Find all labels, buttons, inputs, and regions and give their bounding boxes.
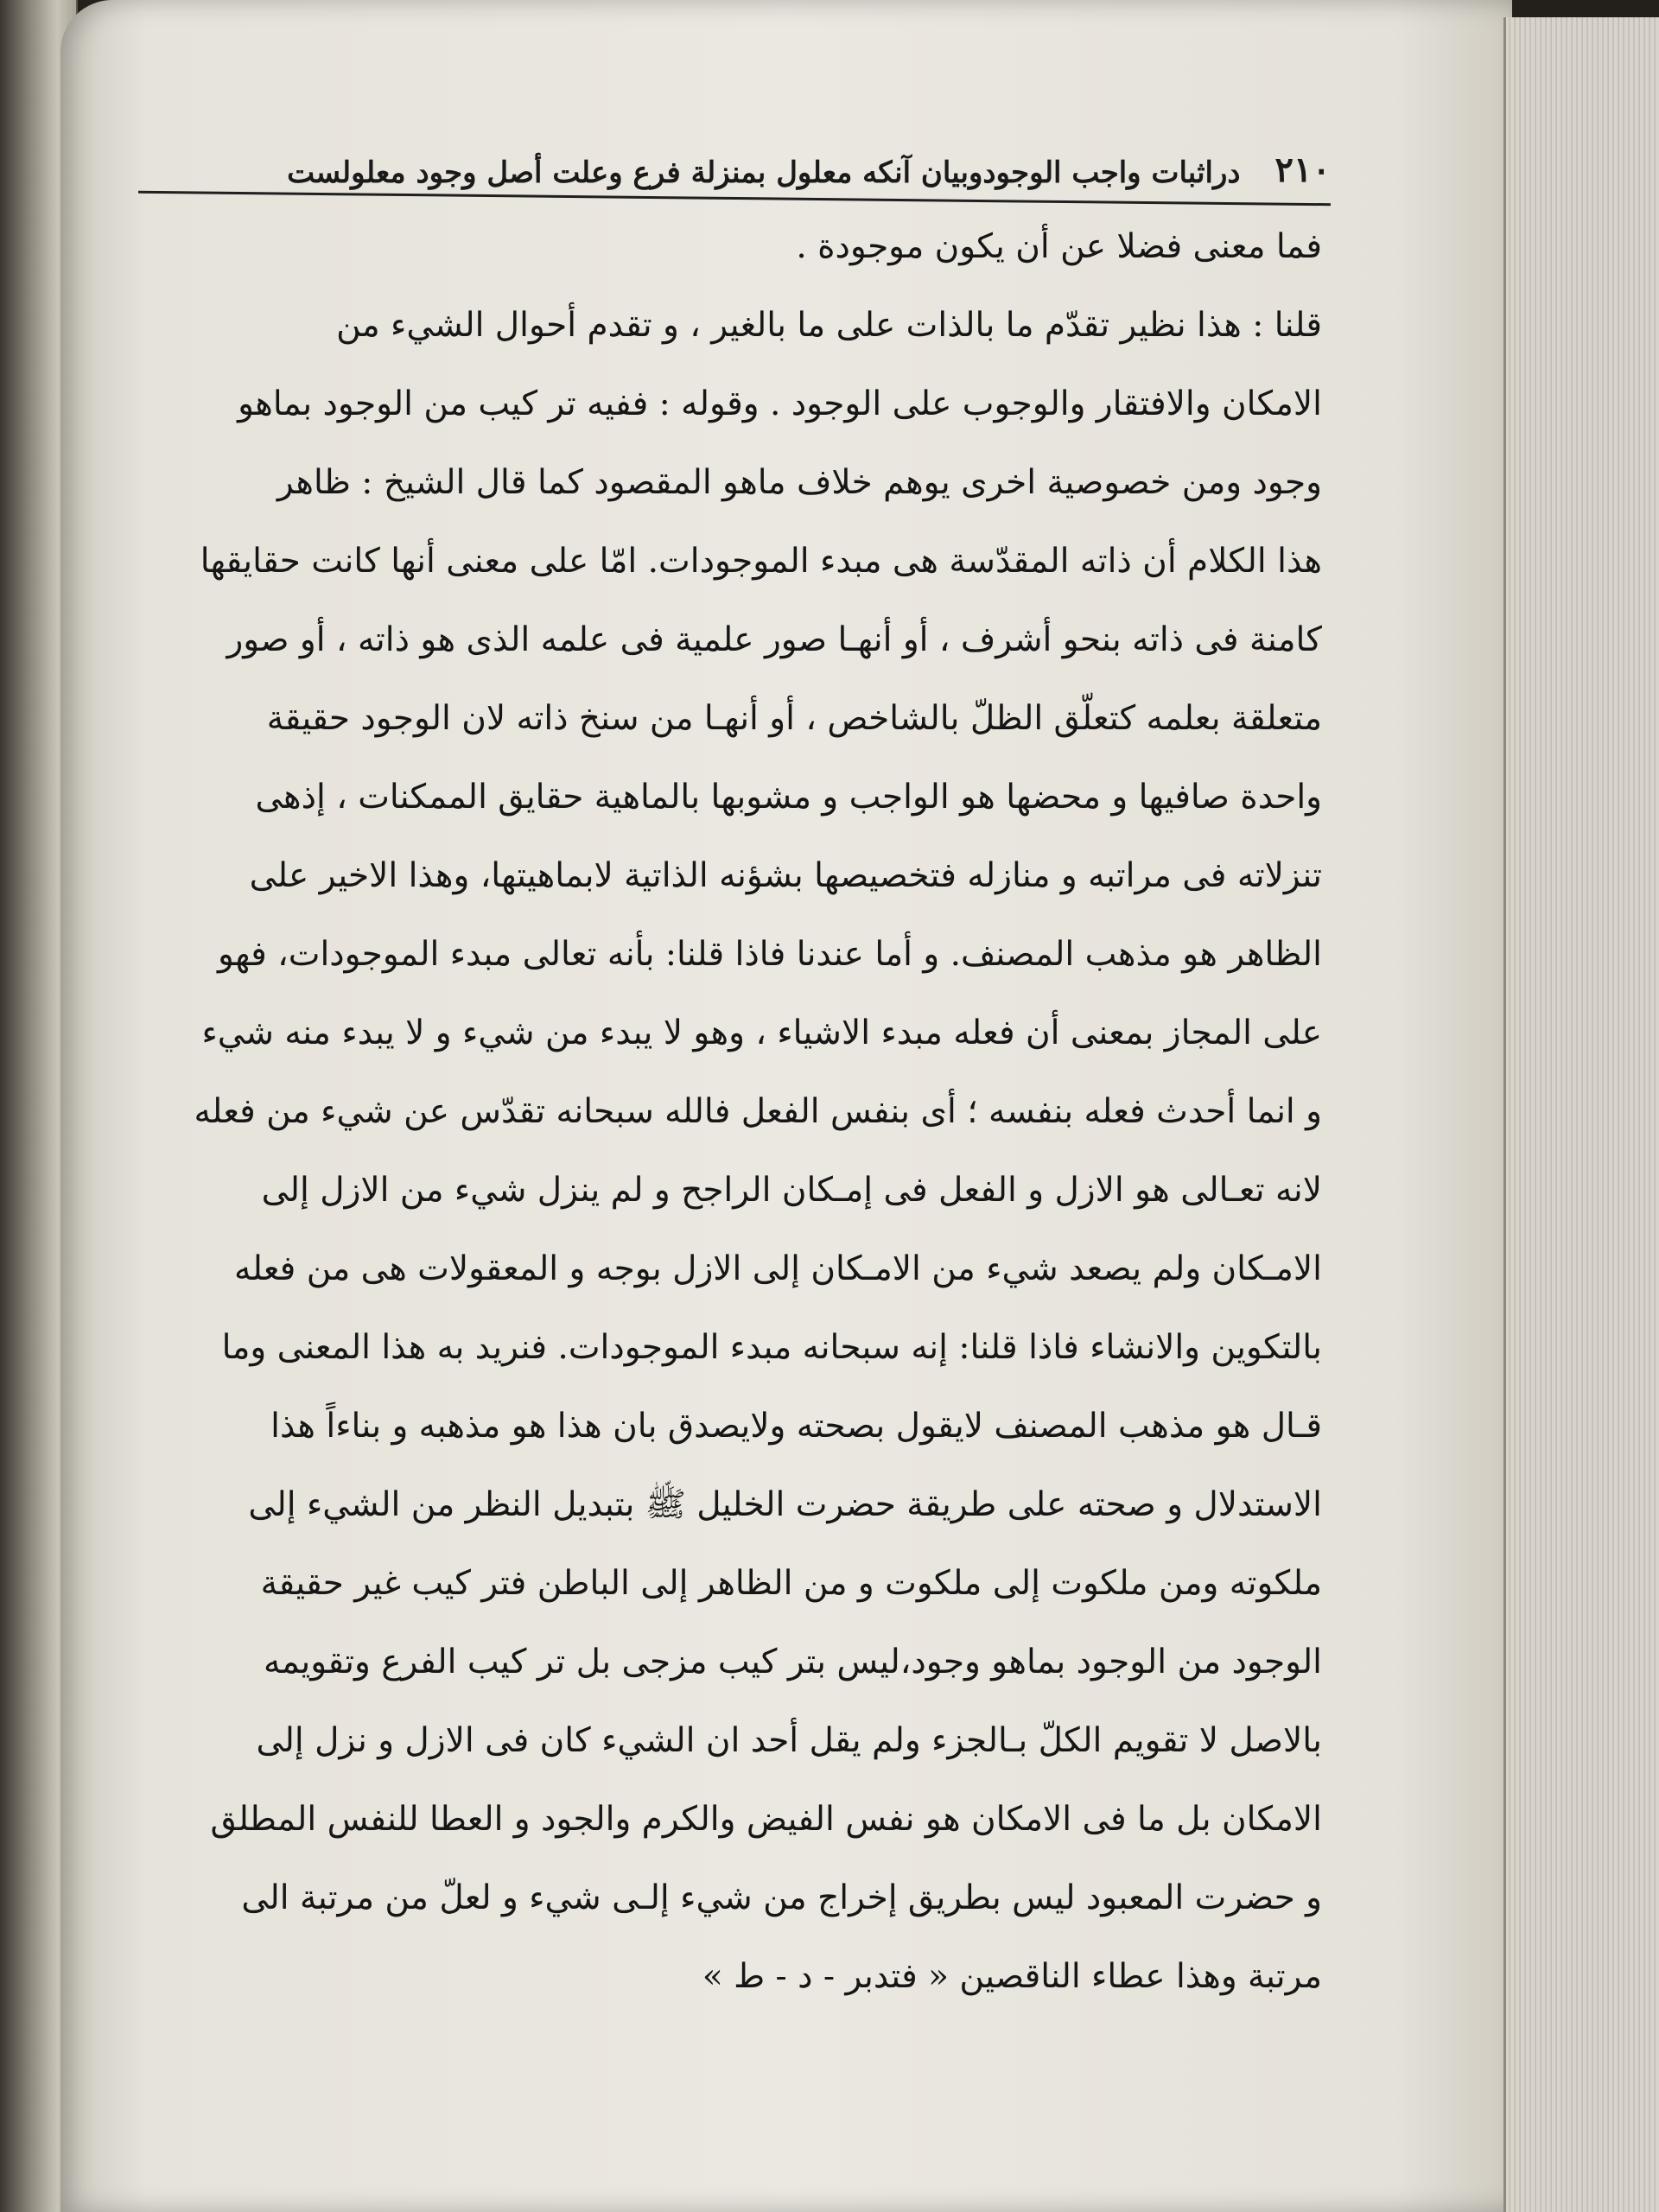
text-line: الوجود من الوجود بماهو وجود،ليس بتر كيب مزجى بل تر كيب الفرع وتقويمه xyxy=(263,1643,1322,1681)
text-line: فما معنى فضلا عن أن يكون موجودة . xyxy=(796,227,1322,266)
text-line: الامـكان ولم يصعد شيء من الامـكان إلى الازل بوجه و المعقولات هى من فعله xyxy=(234,1249,1322,1288)
text-line: وجود ومن خصوصية اخرى يوهم خلاف ماهو المقصود كما قال الشيخ : ظاهر xyxy=(276,463,1322,502)
text-line: بالتكوين والانشاء فاذا قلنا: إنه سبحانه مبدء الموجودات. فنريد به هذا المعنى وما xyxy=(221,1328,1322,1367)
text-line: واحدة صافيها و محضها هو الواجب و مشوبها بالماهية حقايق الممكنات ، إذهى xyxy=(255,778,1322,817)
text-line: تنزلاته فى مراتبه و منازله فتخصيصها بشؤنه الذاتية لابماهيتها، وهذا الاخير على xyxy=(249,856,1322,895)
text-line: قلنا : هذا نظير تقدّم ما بالذات على ما بالغير ، و تقدم أحوال الشيء من xyxy=(336,306,1322,345)
text-line: و حضرت المعبود ليس بطريق إخراج من شيء إلـى شيء و لعلّ من مرتبة الى xyxy=(241,1878,1322,1917)
text-line: الظاهر هو مذهب المصنف. و أما عندنا فاذا قلنا: بأنه تعالى مبدء الموجودات، فهو xyxy=(217,935,1322,974)
page-header xyxy=(138,130,1331,190)
text-line: هذا الكلام أن ذاته المقدّسة هى مبدء الموجودات. امّا على معنى أنها كانت حقايقها xyxy=(200,542,1322,581)
text-line: على المجاز بمعنى أن فعله مبدء الاشياء ، وهو لا يبدء من شيء و لا يبدء منه شيء xyxy=(201,1014,1322,1052)
text-line: الامكان بل ما فى الامكان هو نفس الفيض والكرم والجود و العطا للنفس المطلق xyxy=(210,1800,1322,1839)
text-line: لانه تعـالى هو الازل و الفعل فى إمـكان الراجح و لم ينزل شيء من الازل إلى xyxy=(261,1171,1322,1210)
body-text xyxy=(130,207,1322,2016)
text-line: الاستدلال و صحته على طريقة حضرت الخليل ﷺ بتبديل النظر من الشيء إلى xyxy=(248,1485,1322,1524)
text-line: بالاصل لا تقويم الكلّ بـالجزء ولم يقل أحد ان الشيء كان فى الازل و نزل إلى xyxy=(256,1721,1322,1760)
text-line: قـال هو مذهب المصنف لايقول بصحته ولايصدق بان هذا هو مذهبه و بناءاً هذا xyxy=(270,1407,1322,1446)
text-line: متعلقة بعلمه كتعلّق الظلّ بالشاخص ، أو أنهـا من سنخ ذاته لان الوجود حقيقة xyxy=(266,699,1322,738)
text-line: و انما أحدث فعله بنفسه ؛ أى بنفس الفعل فالله سبحانه تقدّس عن شيء من فعله xyxy=(194,1092,1322,1131)
text-line: الامكان والافتقار والوجوب على الوجود . وقوله : ففيه تر كيب من الوجود بماهو xyxy=(238,385,1322,423)
page-number: ۲۱۰ xyxy=(1274,149,1331,190)
page-stack-edge xyxy=(1503,17,1659,2212)
text-line: ملكوته ومن ملكوت إلى ملكوت و من الظاهر إلى الباطن فتر كيب غير حقيقة xyxy=(260,1564,1322,1603)
running-title: دراثبات واجب الوجودوبيان آنكه معلول بمنزلة فرع وعلت أصل وجود معلولست xyxy=(287,156,1241,190)
text-line: كامنة فى ذاته بنحو أشرف ، أو أنهـا صور علمية فى علمه الذى هو ذاته ، أو صور xyxy=(226,620,1322,659)
text-line: مرتبة وهذا عطاء الناقصين « فتدبر - د - ط » xyxy=(702,1957,1322,1996)
